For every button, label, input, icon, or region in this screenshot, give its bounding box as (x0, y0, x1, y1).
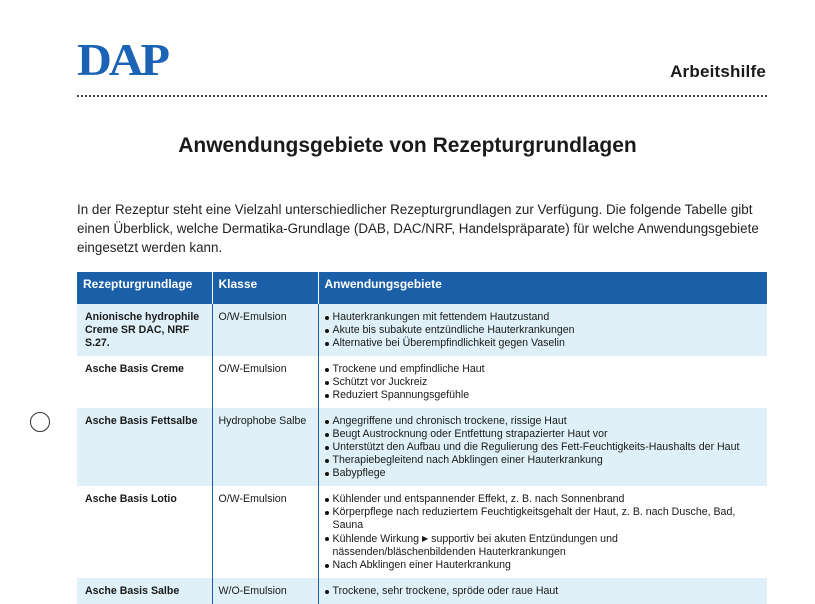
class-cell: O/W-Emulsion (212, 486, 318, 578)
base-name-cell: Asche Basis Creme (85, 363, 184, 375)
list-item: Hauterkrankungen mit fettendem Hautzustand (325, 311, 762, 324)
list-item (325, 532, 762, 559)
table-row (77, 578, 767, 604)
list-item: Nach Abklingen einer Hauterkrankung (325, 559, 762, 572)
column-header-areas: Anwendungsgebiete (318, 272, 767, 304)
table-header-row (77, 272, 767, 304)
header-divider (77, 95, 767, 97)
class-cell: O/W-Emulsion (212, 356, 318, 408)
areas-cell (318, 578, 767, 604)
page-title: Anwendungsgebiete von Rezepturgrundlagen (178, 134, 637, 157)
list-item: Beugt Austrocknung oder Entfettung strapazierter Haut vor (325, 428, 762, 441)
table-row (77, 408, 767, 486)
list-item: Angegriffene und chronisch trockene, rissige Haut (325, 415, 762, 428)
base-name-cell: Asche Basis Lotio (85, 493, 177, 505)
column-header-class: Klasse (212, 272, 318, 304)
areas-cell (318, 486, 767, 578)
column-header-base: Rezepturgrundlage (77, 272, 212, 304)
list-item: Akute bis subakute entzündliche Hauterkrankungen (325, 324, 762, 337)
areas-cell (318, 408, 767, 486)
areas-cell (318, 304, 767, 356)
list-item: Körperpflege nach reduziertem Feuchtigkeitsgehalt der Haut, z. B. nach Dusche, Bad, Sauna (325, 506, 762, 532)
base-name-cell: Asche Basis Fettsalbe (77, 408, 212, 486)
class-cell: W/O-Emulsion (212, 578, 318, 604)
areas-cell (318, 356, 767, 408)
list-item: Therapiebegleitend nach Abklingen einer Hauterkrankung (325, 454, 762, 467)
punch-hole-marker (30, 412, 50, 432)
list-item: Kühlender und entspannender Effekt, z. B. nach Sonnenbrand (325, 493, 762, 506)
base-name-cell: Anionische hydrophile Creme SR DAC, NRF S.27. (77, 304, 212, 356)
table-row (77, 486, 767, 578)
list-item: Trockene und empfindliche Haut (325, 363, 762, 376)
dap-logo: DAP (77, 34, 167, 85)
list-item: Trockene, sehr trockene, spröde oder raue Haut (325, 585, 762, 598)
table-row (77, 356, 767, 408)
list-item: Alternative bei Überempfindlichkeit gegen Vaselin (325, 337, 762, 350)
intro-paragraph: In der Rezeptur steht eine Vielzahl unterschiedlicher Rezepturgrundlagen zur Verfügung. Die folgende Tabelle gibt einen Überblick, welche Dermatika-Grundlage (DAB, DAC/NRF, Handelspräparate) für welche Anwendungsgebiete eingesetzt werden kann. (77, 202, 759, 255)
list-item: Schützt vor Juckreiz (325, 376, 762, 389)
list-item-continuation: supportiv bei akuten Entzündungen und nässenden/bläschenbildenden Hauterkrankungen (332, 533, 618, 558)
class-cell: Hydrophobe Salbe (212, 408, 318, 486)
document-type-label: Arbeitshilfe (670, 62, 766, 81)
list-item: Babypflege (325, 467, 762, 480)
bases-table (77, 272, 767, 604)
list-item: Reduziert Spannungsgefühle (325, 389, 762, 402)
table-row (77, 304, 767, 356)
arrow-right-icon: ▶ (422, 534, 429, 543)
class-cell: O/W-Emulsion (212, 304, 318, 356)
base-name-cell: Asche Basis Salbe (77, 578, 212, 604)
list-item: Unterstützt den Aufbau und die Regulierung des Fett-Feuchtigkeits-Haushalts der Haut (325, 441, 762, 454)
list-item-text: Kühlende Wirkung (332, 533, 420, 545)
